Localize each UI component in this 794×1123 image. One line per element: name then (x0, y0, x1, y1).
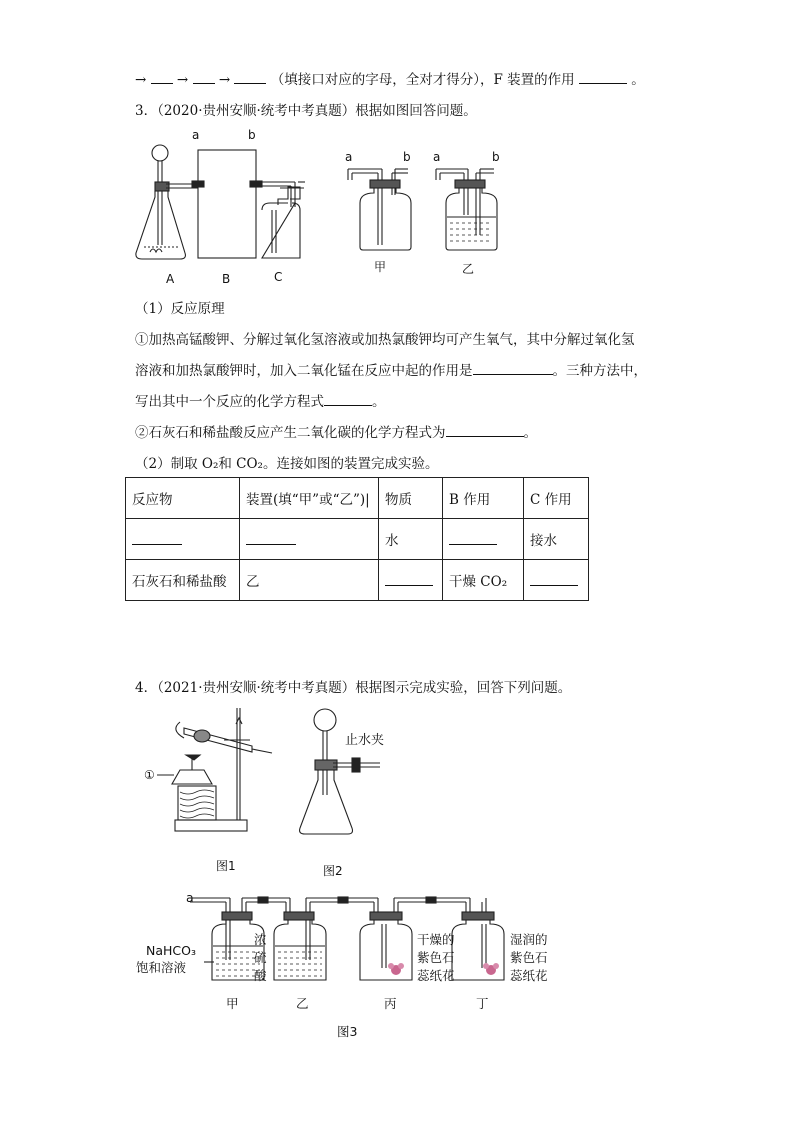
table-header-row (126, 478, 589, 519)
bottle-label: 丁 (476, 996, 489, 1011)
bottle-yi-icon (274, 898, 326, 980)
arrow: → (135, 72, 147, 88)
text: ②石灰石和稀盐酸反应产生二氧化碳的化学方程式为 (135, 425, 446, 441)
fig3-caption: 图3 (337, 1024, 358, 1039)
q3-title: 3．（2020·贵州安顺·统考中考真题）根据如图回答问题。 (135, 103, 477, 119)
answer-blank[interactable] (530, 571, 578, 586)
dry-label: 蕊纸花 (417, 968, 455, 983)
table-cell: 干燥 CO₂ (443, 560, 524, 601)
answer-blank[interactable] (324, 391, 372, 406)
answer-blank[interactable] (473, 360, 553, 375)
text: 。 (523, 425, 537, 441)
label-C: C (274, 270, 283, 284)
label-A: A (166, 272, 175, 286)
period: 。 (631, 72, 645, 88)
answer-blank[interactable] (446, 422, 524, 437)
fig2-caption: 图2 (323, 864, 343, 878)
solution-label: 饱和溶液 (136, 960, 187, 975)
table-cell[interactable] (379, 560, 443, 601)
label-jia: 甲 (374, 260, 387, 274)
flask-a-icon (136, 145, 198, 259)
label-jia-b: b (403, 150, 411, 164)
part2-heading: （2）制取 O₂和 CO₂。连接如图的装置完成实验。 (135, 456, 439, 472)
answer-blank[interactable] (151, 69, 173, 84)
acid-char: 硫 (254, 950, 267, 965)
table-header: B 作用 (443, 478, 524, 519)
flower-icon (483, 963, 499, 975)
wet-label: 湿润的 (510, 932, 548, 947)
dry-label: 干燥的 (417, 932, 455, 947)
label-yi-a: a (433, 150, 441, 164)
table-cell[interactable] (126, 519, 240, 560)
nahco3-label: NaHCO₃ (146, 943, 196, 958)
part1-line2 (135, 359, 647, 379)
part1-line3 (135, 390, 386, 410)
answer-blank[interactable] (193, 69, 215, 84)
gas-bottle-jia-icon (348, 169, 411, 250)
part1-line4 (135, 421, 537, 441)
label-b: b (248, 128, 256, 142)
text: 。 (372, 394, 386, 410)
instruction-note: （填接口对应的字母，全对才得分），F 装置的作用 (270, 72, 575, 88)
table-cell[interactable] (443, 519, 524, 560)
bottle-label: 丙 (384, 996, 397, 1011)
table-cell: 水 (379, 519, 443, 560)
table-cell: 石灰石和稀盐酸 (126, 560, 240, 601)
wet-label: 紫色石 (510, 950, 548, 965)
table-cell: 接水 (524, 519, 589, 560)
table-row (126, 519, 589, 560)
table-header: 物质 (379, 478, 443, 519)
clamp-label: 止水夹 (345, 733, 385, 748)
arrow: → (176, 72, 189, 88)
arrow: → (218, 72, 231, 88)
q4-fig3 (130, 888, 570, 1048)
text: 溶液和加热氯酸钾时，加入二氧化锰在反应中起的作用是 (135, 363, 473, 379)
answer-blank[interactable] (385, 571, 433, 586)
part1-line1: ①加热高锰酸钾、分解过氧化氢溶液或加热氯酸钾均可产生氧气，其中分解过氧化氢 (135, 332, 635, 348)
bottle-label: 甲 (226, 996, 239, 1011)
answer-blank[interactable] (579, 69, 627, 84)
label-yi-b: b (492, 150, 500, 164)
label-a: a (186, 890, 194, 905)
table-header: 装置(填“甲”或“乙”)| (240, 478, 379, 519)
gas-bottle-yi-icon (436, 169, 497, 250)
label-yi: 乙 (462, 262, 475, 276)
answer-blank[interactable] (234, 69, 266, 84)
q4-fig1-fig2 (140, 700, 400, 880)
answer-blank[interactable] (449, 530, 497, 545)
fig1-caption: 图1 (216, 859, 236, 873)
answer-blank[interactable] (132, 530, 182, 545)
text: 写出其中一个反应的化学方程式 (135, 394, 324, 410)
acid-char: 酸 (254, 968, 267, 983)
answer-blank[interactable] (246, 530, 296, 545)
table-cell[interactable] (240, 519, 379, 560)
table-header: C 作用 (524, 478, 589, 519)
label-B: B (222, 272, 231, 286)
table-row (126, 560, 589, 601)
label-a: a (192, 128, 200, 142)
bottle-bing-icon (360, 898, 412, 980)
dry-label: 紫色石 (417, 950, 455, 965)
table-cell[interactable] (524, 560, 589, 601)
q4-title: 4．（2021·贵州安顺·统考中考真题）根据图示完成实验，回答下列问题。 (135, 680, 572, 696)
bottle-label: 乙 (296, 996, 309, 1011)
flower-icon (388, 963, 404, 975)
experiment-table (125, 477, 589, 601)
part1-heading: （1）反应原理 (135, 301, 225, 317)
q3-apparatus-figure (130, 125, 530, 290)
wet-label: 蕊纸花 (510, 968, 548, 983)
top-line (135, 68, 645, 88)
acid-char: 浓 (254, 932, 267, 947)
text: 。三种方法中， (552, 363, 647, 379)
table-header: 反应物 (126, 478, 240, 519)
table-cell: 乙 (240, 560, 379, 601)
fig1-marker: ① (144, 768, 155, 782)
label-jia-a: a (345, 150, 353, 164)
